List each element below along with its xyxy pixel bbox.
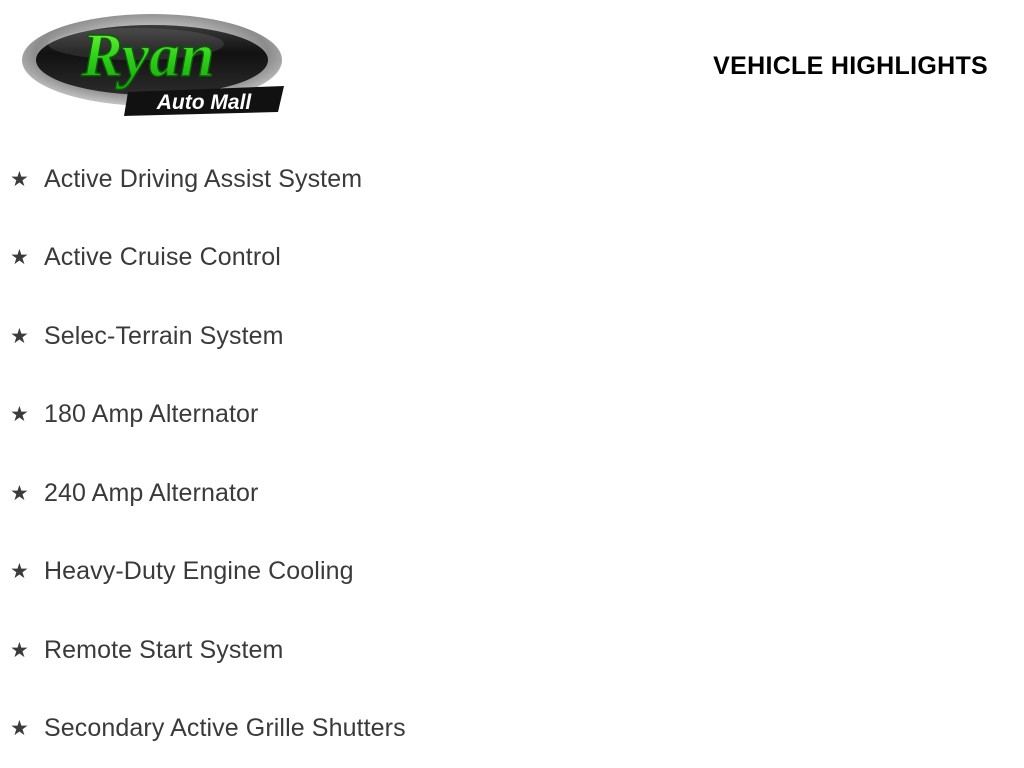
list-item-label: 180 Amp Alternator xyxy=(44,400,259,429)
ryan-auto-mall-logo xyxy=(16,8,288,124)
page-title: VEHICLE HIGHLIGHTS xyxy=(713,52,988,80)
list-item-label: Remote Start System xyxy=(44,635,284,664)
list-item-label: Selec-Terrain System xyxy=(44,321,284,350)
list-item xyxy=(0,140,1024,219)
list-item xyxy=(0,297,1024,376)
list-item-label: 240 Amp Alternator xyxy=(44,478,259,507)
list-item xyxy=(0,376,1024,455)
list-item-label: Heavy-Duty Engine Cooling xyxy=(44,557,354,586)
star-icon: ★ xyxy=(10,167,29,191)
list-item xyxy=(0,611,1024,690)
list-item-label: Active Cruise Control xyxy=(44,243,281,272)
vehicle-highlights-list xyxy=(0,140,1024,768)
page-header xyxy=(0,0,1024,132)
star-icon: ★ xyxy=(10,481,29,505)
star-icon: ★ xyxy=(10,403,29,427)
star-icon: ★ xyxy=(10,717,29,741)
star-icon: ★ xyxy=(10,324,29,348)
svg-text:Ryan: Ryan xyxy=(81,22,215,90)
list-item xyxy=(0,533,1024,612)
svg-text:Auto Mall: Auto Mall xyxy=(156,91,252,114)
list-item xyxy=(0,690,1024,768)
list-item xyxy=(0,454,1024,533)
star-icon: ★ xyxy=(10,638,29,662)
star-icon: ★ xyxy=(10,560,29,584)
star-icon: ★ xyxy=(10,246,29,270)
list-item-label: Secondary Active Grille Shutters xyxy=(44,714,406,743)
list-item-label: Active Driving Assist System xyxy=(44,164,363,193)
list-item xyxy=(0,219,1024,298)
